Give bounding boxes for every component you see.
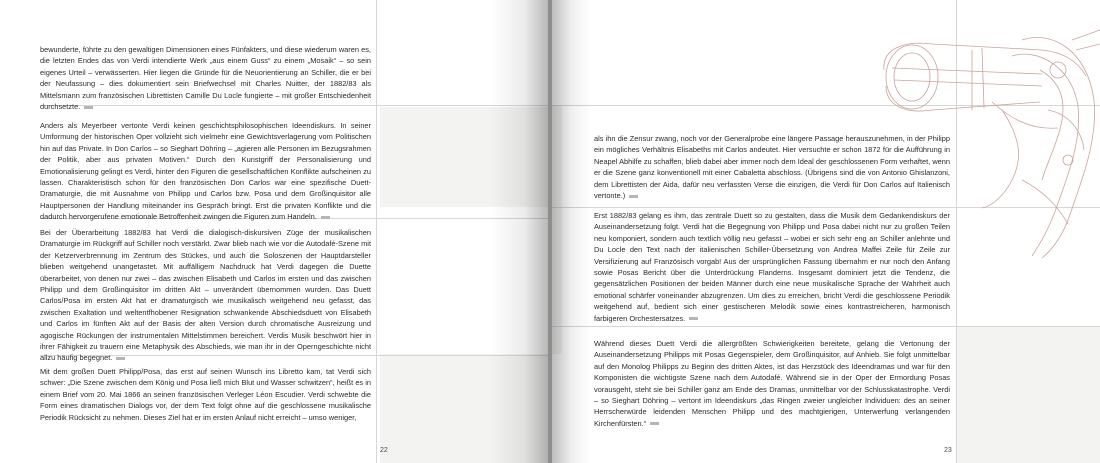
paragraph-end-mark [650,422,659,425]
paragraph: als ihn die Zensur zwang, noch vor der Generalprobe eine längere Passage herauszunehmen, in der Philipp ein mögliches Verhältnis Elisabeths mit Carlos andeutet. Hier versuchte er schon 1872 für die Aufführung in Neapel Abhilfe zu schaffen, blieb dabei aber immer noch dem Ideal der geschlossenen Form verhaftet, wenn er die Szene ganz konventionell mit einer Cabaletta abschloss. (Übrigens sind die von Antonio Ghislanzoni, dem Librettisten der Aida, dafür neu verfassten Verse die einzigen, die Verdi für Don Carlos auf Italienisch vertonte.) [594,134,950,201]
page-number: 23 [944,447,952,454]
horizontal-rule [552,326,1100,327]
page-number: 22 [380,447,388,454]
paragraph-end-mark [116,357,125,360]
paragraph: Während dieses Duett Verdi die allergrößten Schwierigkeiten bereitete, gelang die Vertonung der Auseinandersetzung Philipps mit Posas Gegenspieler, dem Großinquisitor, auf Anhieb. Sie folgt unmittelbar auf den Monolog Philipps zu Beginn des dritten Aktes, ist das Herzstück des Ideendramas und war für den Komponisten die wichtigste Szene nach dem Autodafé. Während sie in der Oper der Ermordung Posas vorausgeht, steht sie bei Schiller ganz am Ende des Dramas, unmittelbar vor der Schlusskatastrophe. Verdi – so Sieghart Döhring – vertont im Ideendiskurs „das Ringen zweier ungleicher Individuen: des an seiner Herrscherwürde leidenden Menschen Philipp und des machtgierigen, Unterwerfung verlangenden Kirchenfürsten.“ [594,339,950,428]
shaded-panel [956,326,1100,463]
binding-shadow [490,0,548,463]
column-rule [376,0,377,463]
paragraph: bewunderte, führte zu den gewaltigen Dimensionen eines Fünfakters, und diese wiederum waren es, die letzten Endes das von Verdi intendierte Werk „aus einem Guss“ zu einem „Mosaik“ – so sein eigenes Urteil – verwässerten. Hier liegen die Gründe für die Neuorientierung an Schiller, die er bei der Neufassung – dies dokumentiert sein Briefwechsel mit Charles Nuitter, der 1882/83 als Mittelsmann zum französischen Librettisten Camille Du Locle fungierte – mit großer Entschiedenheit durchsetzte. [40,45,371,112]
pistol-illustration [872,10,1100,260]
paragraph: Anders als Meyerbeer vertonte Verdi keinen geschichtsphilosophischen Ideendiskurs. In seiner Umformung der historischen Oper vollzieht sich vielmehr eine Gewichtsverlagerung vom Politischen hin auf das Private. In Don Carlos – so Sieghart Döhring – „agieren alle Personen im Bezugsrahmen der Politik, aber aus privaten Motiven.“ Durch den Kunstgriff der Personalisierung und Emotionalisierung gelingt es Verdi, hinter den Figuren die gesellschaftlichen Konflikte aufscheinen zu lassen. Charakteristisch schon für den französischen Don Carlos war eine spezifische Duett-Dramaturgie, die mit Ausnahme von Philipp und Carlos bzw. Posa und dem Großinquisitor alle Hauptpersonen der Handlung miteinander ins Gespräch bringt. Erst die privaten Konflikte und die dadurch hervorgerufene emotionale Betroffenheit zwingen die Figuren zum Handeln. [40,121,371,222]
right-page [552,0,1100,463]
paragraph: Erst 1882/83 gelang es ihm, das zentrale Duett so zu gestalten, dass die Musik dem Gedankendiskurs der Auseinandersetzung folgt. Verdi hat die Begegnung von Philipp und Posa dabei nicht nur zu großen Teilen neu komponiert, sondern auch textlich völlig neu gefasst – wobei er sich sehr eng an Schiller anlehnte und Du Locle den Text nach der italienischen Schiller-Übersetzung von Andrea Maffei Zeile für Zeile zur Versifizierung auf Französisch vorgab! Aus der ursprünglichen Fassung übernahm er nur noch den Anfang sowie Posas Bericht über die Unterdrückung Flanderns. Insgesamt dominiert jetzt die Tendenz, die gegensätzlichen Positionen der beiden Männer durch eine neue musikalische Sprache der Wahrheit auch emotional schärfer voneinander abzugrenzen. Um dies zu erreichen, bricht Verdi die geschlossene Periodik weitgehend auf, bedient sich einer gestischeren Melodik sowie eines kontrastreicheren, harmonisch farbigeren Orchestersatzes. [594,211,950,323]
paragraph-end-mark [321,216,330,219]
paragraph: Bei der Überarbeitung 1882/83 hat Verdi die dialogisch-diskursiven Züge der musikalischen Dramaturgie im Rückgriff auf Schiller noch verstärkt. Zwar blieb nach wie vor die Autodafé-Szene mit der Ketzerverbrennung im Zentrum des Stückes, und auch die Soloszenen der Hauptdarsteller blieben weitgehend unangetastet. Mit auffälligem Nachdruck hat Verdi dagegen die Duette überarbeitet, von denen nur zwei – das zwischen Elisabeth und Carlos im ersten und das zwischen Philipp und dem Großinquisitor im dritten Akt – unverändert übernommen wurden. Das Duett Carlos/Posa im ersten Akt hat er dramaturgisch wie musikalisch weitgehend neu gefasst, das zwischen Exaltation und weltentfhobener Resignation schwankende Abschiedsduett von Elisabeth und Carlos im fünften Akt auf der Basis der alten Version durch chromatische Ausreizung und agogische Rückungen der instrumentalen Mittelstimmen bereichert. Verdis Musik beschwört hier in ihrer Fähigkeit zu trauern eine Metaphysik des Abschieds, wie man ihr in der Operngeschichte nicht allzu häufig begegnet. [40,228,371,363]
binding-shadow [552,0,592,463]
paragraph-end-mark [629,195,638,198]
left-page [0,0,548,463]
paragraph-end-mark [84,106,93,109]
paragraph-end-mark [689,317,698,320]
paragraph: Mit dem großen Duett Philipp/Posa, das erst auf seinen Wunsch ins Libretto kam, tat Verdi sich schwer: „Die Szene zwischen dem König und Posa ließ mich Blut und Wasser schwitzen“, heißt es in einem Brief vom 20. Mai 1866 an seinen französischen Verleger Léon Escudier. Verdi schwebte die Form eines dramatischen Dialogs vor, der dem Text folgt ohne auf die geschlossene musikalische Periodik Rücksicht zu nehmen. Dieses Ziel hat er im ersten Anlauf nicht erreicht – umso weniger, [40,367,371,422]
